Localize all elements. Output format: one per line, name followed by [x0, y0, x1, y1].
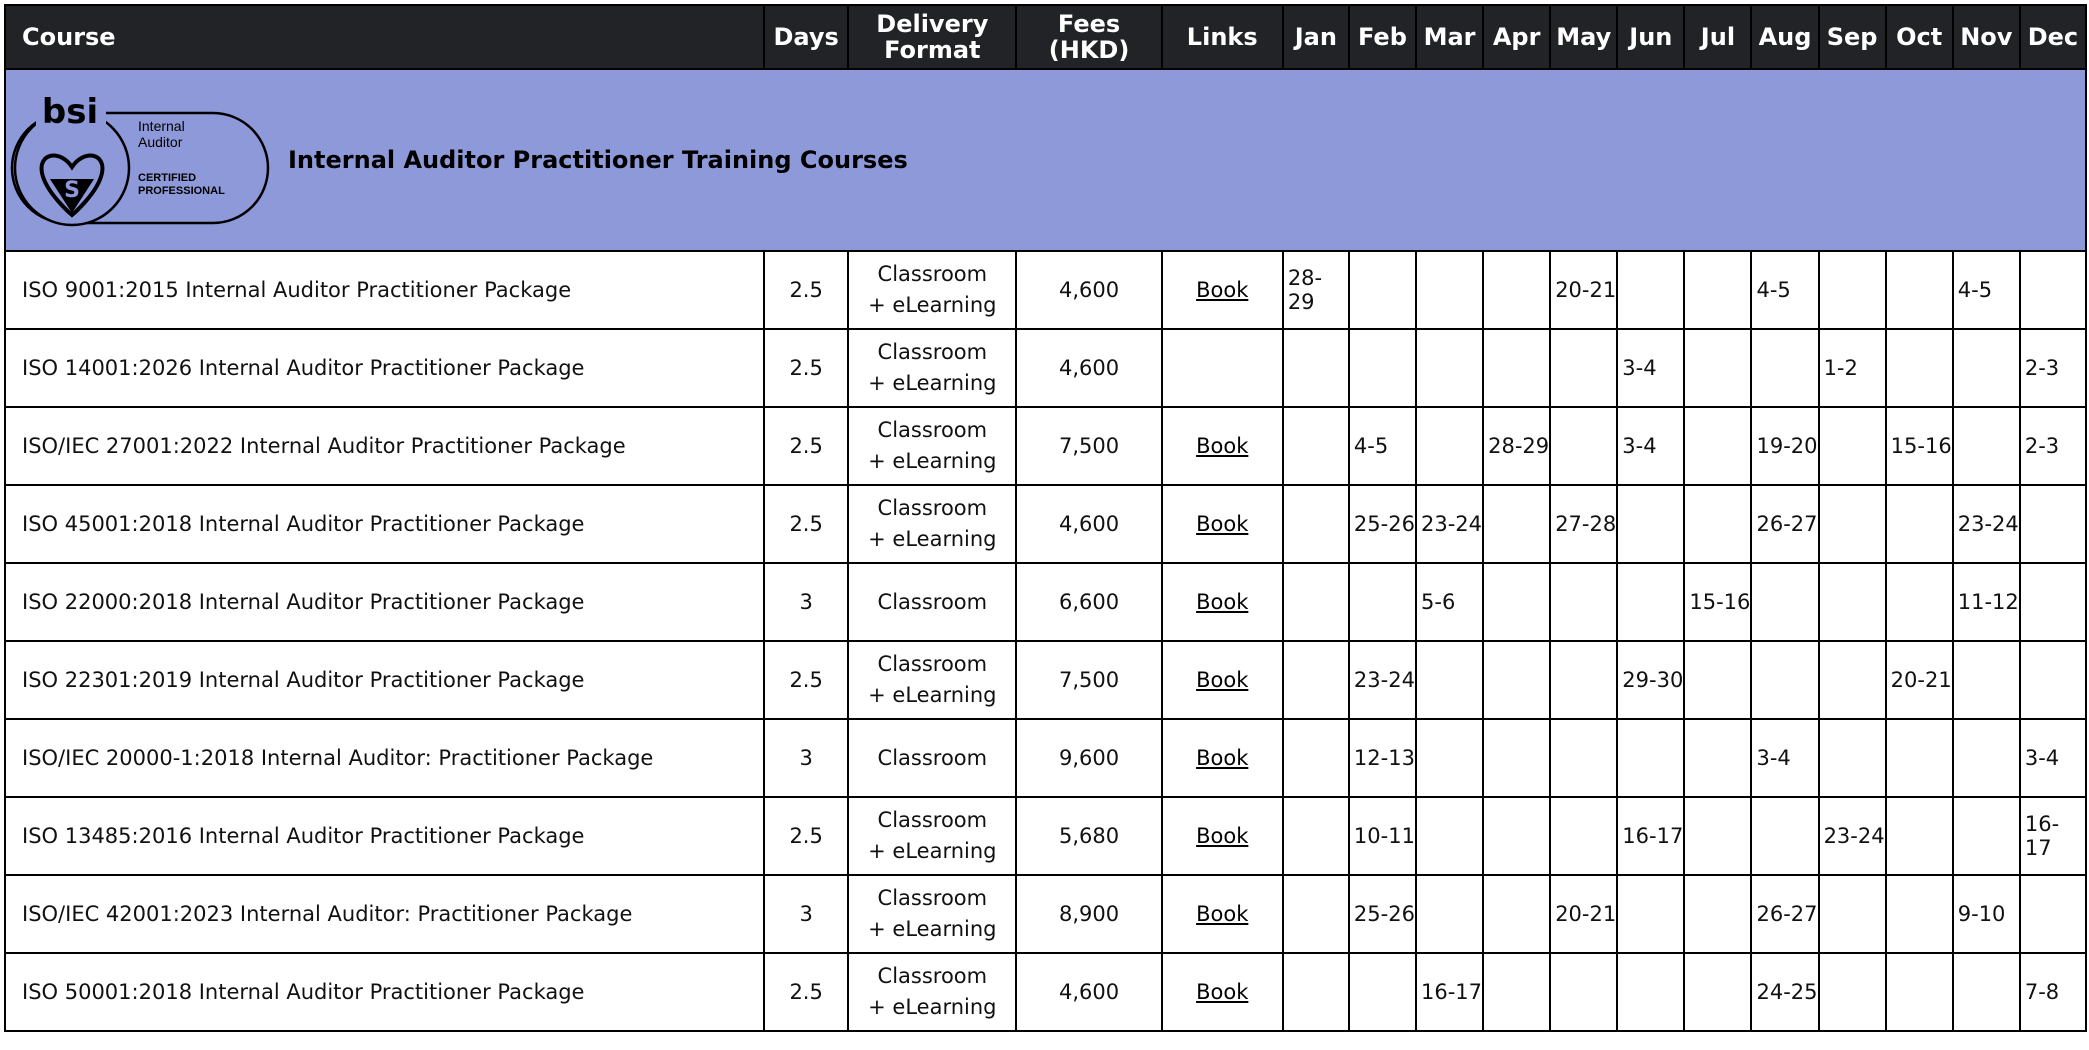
book-link[interactable]: Book — [1196, 980, 1249, 1004]
date-cell-feb: 25-26 — [1349, 485, 1416, 563]
logo-line1: Internal — [138, 118, 185, 134]
date-cell-apr — [1483, 719, 1550, 797]
course-name: ISO/IEC 27001:2022 Internal Auditor Practitioner Package — [5, 407, 764, 485]
delivery-format — [848, 563, 1016, 641]
course-days: 2.5 — [764, 641, 848, 719]
delivery-format-line1: Classroom — [877, 964, 988, 988]
date-cell-apr — [1483, 563, 1550, 641]
header-course: Course — [5, 5, 764, 69]
date-cell-apr — [1483, 251, 1550, 329]
date-cell-aug: 4-5 — [1751, 251, 1818, 329]
delivery-format-line1: Classroom — [877, 886, 988, 910]
course-row — [5, 329, 2086, 407]
header-delivery-line1: Delivery — [876, 10, 989, 38]
date-cell-sep — [1819, 485, 1886, 563]
date-cell-mar — [1416, 875, 1483, 953]
book-link[interactable]: Book — [1196, 278, 1249, 302]
delivery-format — [848, 329, 1016, 407]
course-fees: 4,600 — [1016, 953, 1161, 1031]
header-month-oct: Oct — [1886, 5, 1953, 69]
delivery-format-line1: Classroom — [877, 340, 988, 364]
logo-line4: PROFESSIONAL — [138, 185, 225, 197]
delivery-format — [848, 407, 1016, 485]
date-cell-oct — [1886, 329, 1953, 407]
course-row — [5, 563, 2086, 641]
course-fees: 5,680 — [1016, 797, 1161, 875]
date-cell-may — [1550, 953, 1617, 1031]
course-fees: 4,600 — [1016, 329, 1161, 407]
date-cell-jul — [1684, 329, 1751, 407]
date-cell-nov: 11-12 — [1953, 563, 2020, 641]
course-fees: 4,600 — [1016, 485, 1161, 563]
course-row — [5, 407, 2086, 485]
date-cell-dec — [2020, 641, 2086, 719]
course-days: 3 — [764, 719, 848, 797]
header-month-jan: Jan — [1283, 5, 1349, 69]
course-days: 2.5 — [764, 329, 848, 407]
date-cell-apr — [1483, 797, 1550, 875]
date-cell-sep — [1819, 563, 1886, 641]
course-schedule-table — [4, 4, 2087, 1032]
course-fees: 8,900 — [1016, 875, 1161, 953]
date-cell-apr — [1483, 641, 1550, 719]
book-link[interactable]: Book — [1196, 512, 1249, 536]
date-cell-apr — [1483, 875, 1550, 953]
course-days: 2.5 — [764, 251, 848, 329]
date-cell-mar — [1416, 251, 1483, 329]
date-cell-mar — [1416, 719, 1483, 797]
date-cell-aug: 26-27 — [1751, 485, 1818, 563]
delivery-format-line2: + eLearning — [868, 527, 997, 551]
course-name: ISO 22000:2018 Internal Auditor Practitioner Package — [5, 563, 764, 641]
date-cell-jan — [1283, 719, 1349, 797]
date-cell-jun: 16-17 — [1617, 797, 1684, 875]
date-cell-oct — [1886, 875, 1953, 953]
book-link[interactable]: Book — [1196, 434, 1249, 458]
course-row — [5, 719, 2086, 797]
date-cell-nov: 9-10 — [1953, 875, 2020, 953]
delivery-format-line2: + eLearning — [868, 995, 997, 1019]
date-cell-dec — [2020, 563, 2086, 641]
links-cell — [1162, 329, 1283, 407]
course-fees: 6,600 — [1016, 563, 1161, 641]
course-row — [5, 875, 2086, 953]
delivery-format-line2: + eLearning — [868, 683, 997, 707]
links-cell — [1162, 407, 1283, 485]
course-name: ISO 50001:2018 Internal Auditor Practitioner Package — [5, 953, 764, 1031]
date-cell-may — [1550, 719, 1617, 797]
date-cell-jun — [1617, 953, 1684, 1031]
date-cell-dec — [2020, 875, 2086, 953]
date-cell-apr: 28-29 — [1483, 407, 1550, 485]
date-cell-may: 27-28 — [1550, 485, 1617, 563]
banner-title: Internal Auditor Practitioner Training Courses — [288, 146, 908, 174]
date-cell-jan — [1283, 641, 1349, 719]
header-month-sep: Sep — [1819, 5, 1886, 69]
svg-text:S: S — [64, 178, 80, 203]
date-cell-jul — [1684, 641, 1751, 719]
header-month-apr: Apr — [1483, 5, 1550, 69]
date-cell-jun: 3-4 — [1617, 329, 1684, 407]
header-days: Days — [764, 5, 848, 69]
date-cell-mar: 23-24 — [1416, 485, 1483, 563]
delivery-format — [848, 251, 1016, 329]
course-row — [5, 797, 2086, 875]
header-month-dec: Dec — [2020, 5, 2086, 69]
date-cell-jan — [1283, 875, 1349, 953]
course-row — [5, 251, 2086, 329]
date-cell-feb: 10-11 — [1349, 797, 1416, 875]
banner-row — [5, 69, 2086, 251]
delivery-format — [848, 797, 1016, 875]
links-cell — [1162, 719, 1283, 797]
header-month-may: May — [1550, 5, 1617, 69]
date-cell-oct — [1886, 797, 1953, 875]
date-cell-aug: 26-27 — [1751, 875, 1818, 953]
date-cell-jul — [1684, 797, 1751, 875]
delivery-format-line1: Classroom — [877, 262, 988, 286]
date-cell-jan — [1283, 485, 1349, 563]
date-cell-aug — [1751, 641, 1818, 719]
course-fees: 9,600 — [1016, 719, 1161, 797]
links-cell — [1162, 563, 1283, 641]
date-cell-nov — [1953, 407, 2020, 485]
delivery-format-line1: Classroom — [877, 652, 988, 676]
date-cell-aug: 19-20 — [1751, 407, 1818, 485]
date-cell-jan — [1283, 953, 1349, 1031]
course-fees: 4,600 — [1016, 251, 1161, 329]
date-cell-feb: 23-24 — [1349, 641, 1416, 719]
date-cell-dec: 7-8 — [2020, 953, 2086, 1031]
book-link[interactable]: Book — [1196, 668, 1249, 692]
date-cell-oct — [1886, 953, 1953, 1031]
date-cell-oct — [1886, 485, 1953, 563]
course-row — [5, 485, 2086, 563]
date-cell-dec: 2-3 — [2020, 329, 2086, 407]
date-cell-may — [1550, 563, 1617, 641]
date-cell-jul — [1684, 407, 1751, 485]
date-cell-may — [1550, 641, 1617, 719]
header-delivery-format — [848, 5, 1016, 69]
date-cell-may — [1550, 329, 1617, 407]
date-cell-feb — [1349, 251, 1416, 329]
date-cell-jun: 3-4 — [1617, 407, 1684, 485]
date-cell-jul — [1684, 875, 1751, 953]
date-cell-oct: 20-21 — [1886, 641, 1953, 719]
date-cell-sep — [1819, 719, 1886, 797]
date-cell-mar — [1416, 407, 1483, 485]
delivery-format — [848, 953, 1016, 1031]
date-cell-aug — [1751, 563, 1818, 641]
bsi-certified-logo — [10, 93, 272, 227]
delivery-format-line1: Classroom — [877, 418, 988, 442]
date-cell-jan — [1283, 797, 1349, 875]
date-cell-aug — [1751, 329, 1818, 407]
date-cell-sep — [1819, 641, 1886, 719]
header-month-mar: Mar — [1416, 5, 1483, 69]
course-name: ISO 13485:2016 Internal Auditor Practitioner Package — [5, 797, 764, 875]
date-cell-jan — [1283, 563, 1349, 641]
course-name: ISO 22301:2019 Internal Auditor Practitioner Package — [5, 641, 764, 719]
links-cell — [1162, 485, 1283, 563]
date-cell-may: 20-21 — [1550, 875, 1617, 953]
book-link[interactable]: Book — [1196, 590, 1249, 614]
date-cell-jun — [1617, 251, 1684, 329]
book-link[interactable]: Book — [1196, 902, 1249, 926]
course-name: ISO/IEC 42001:2023 Internal Auditor: Practitioner Package — [5, 875, 764, 953]
date-cell-may: 20-21 — [1550, 251, 1617, 329]
course-name: ISO/IEC 20000-1:2018 Internal Auditor: Practitioner Package — [5, 719, 764, 797]
date-cell-feb — [1349, 329, 1416, 407]
course-fees: 7,500 — [1016, 641, 1161, 719]
date-cell-sep — [1819, 875, 1886, 953]
date-cell-dec: 2-3 — [2020, 407, 2086, 485]
date-cell-jun: 29-30 — [1617, 641, 1684, 719]
date-cell-sep: 1-2 — [1819, 329, 1886, 407]
date-cell-oct: 15-16 — [1886, 407, 1953, 485]
date-cell-jun — [1617, 875, 1684, 953]
date-cell-apr — [1483, 329, 1550, 407]
date-cell-jul: 15-16 — [1684, 563, 1751, 641]
date-cell-nov: 4-5 — [1953, 251, 2020, 329]
date-cell-aug: 3-4 — [1751, 719, 1818, 797]
date-cell-oct — [1886, 251, 1953, 329]
date-cell-jan: 28-29 — [1283, 251, 1349, 329]
header-month-nov: Nov — [1953, 5, 2020, 69]
date-cell-jul — [1684, 251, 1751, 329]
links-cell — [1162, 953, 1283, 1031]
date-cell-nov — [1953, 797, 2020, 875]
date-cell-feb — [1349, 563, 1416, 641]
logo-line3: CERTIFIED — [138, 172, 197, 184]
date-cell-jul — [1684, 953, 1751, 1031]
delivery-format-line1: Classroom — [877, 589, 988, 614]
header-links: Links — [1162, 5, 1283, 69]
book-link[interactable]: Book — [1196, 824, 1249, 848]
links-cell — [1162, 251, 1283, 329]
date-cell-mar — [1416, 329, 1483, 407]
course-rows — [5, 251, 2086, 1031]
logo-line2: Auditor — [138, 134, 183, 150]
header-month-aug: Aug — [1751, 5, 1818, 69]
date-cell-mar — [1416, 641, 1483, 719]
date-cell-jun — [1617, 485, 1684, 563]
delivery-format-line2: + eLearning — [868, 917, 997, 941]
delivery-format — [848, 485, 1016, 563]
date-cell-dec: 16-17 — [2020, 797, 2086, 875]
header-delivery-line2: Format — [884, 36, 981, 64]
logo-brand: bsi — [41, 93, 99, 132]
course-days: 2.5 — [764, 407, 848, 485]
course-days: 3 — [764, 875, 848, 953]
banner-cell — [5, 69, 2086, 251]
date-cell-oct — [1886, 563, 1953, 641]
date-cell-feb: 25-26 — [1349, 875, 1416, 953]
date-cell-jun — [1617, 719, 1684, 797]
date-cell-dec: 3-4 — [2020, 719, 2086, 797]
delivery-format-line2: + eLearning — [868, 449, 997, 473]
date-cell-mar: 5-6 — [1416, 563, 1483, 641]
links-cell — [1162, 641, 1283, 719]
delivery-format-line1: Classroom — [877, 745, 988, 770]
header-month-feb: Feb — [1349, 5, 1416, 69]
date-cell-may — [1550, 407, 1617, 485]
delivery-format — [848, 641, 1016, 719]
date-cell-may — [1550, 797, 1617, 875]
date-cell-jan — [1283, 407, 1349, 485]
date-cell-feb: 4-5 — [1349, 407, 1416, 485]
date-cell-jun — [1617, 563, 1684, 641]
date-cell-feb — [1349, 953, 1416, 1031]
course-fees: 7,500 — [1016, 407, 1161, 485]
course-name: ISO 45001:2018 Internal Auditor Practitioner Package — [5, 485, 764, 563]
date-cell-nov: 23-24 — [1953, 485, 2020, 563]
delivery-format-line2: + eLearning — [868, 293, 997, 317]
date-cell-nov — [1953, 719, 2020, 797]
date-cell-sep: 23-24 — [1819, 797, 1886, 875]
course-days: 2.5 — [764, 797, 848, 875]
date-cell-aug — [1751, 797, 1818, 875]
header-month-jul: Jul — [1684, 5, 1751, 69]
date-cell-jan — [1283, 329, 1349, 407]
date-cell-nov — [1953, 641, 2020, 719]
date-cell-apr — [1483, 485, 1550, 563]
header-month-jun: Jun — [1617, 5, 1684, 69]
course-days: 3 — [764, 563, 848, 641]
delivery-format-line1: Classroom — [877, 808, 988, 832]
date-cell-sep — [1819, 251, 1886, 329]
course-name: ISO 14001:2026 Internal Auditor Practitioner Package — [5, 329, 764, 407]
date-cell-dec — [2020, 485, 2086, 563]
date-cell-sep — [1819, 953, 1886, 1031]
header-fees: Fees (HKD) — [1016, 5, 1161, 69]
date-cell-nov — [1953, 329, 2020, 407]
course-row — [5, 953, 2086, 1031]
date-cell-mar: 16-17 — [1416, 953, 1483, 1031]
delivery-format — [848, 875, 1016, 953]
book-link[interactable]: Book — [1196, 746, 1249, 770]
course-name: ISO 9001:2015 Internal Auditor Practitioner Package — [5, 251, 764, 329]
date-cell-oct — [1886, 719, 1953, 797]
delivery-format-line2: + eLearning — [868, 371, 997, 395]
date-cell-sep — [1819, 407, 1886, 485]
delivery-format-line2: + eLearning — [868, 839, 997, 863]
header-row — [5, 5, 2086, 69]
course-days: 2.5 — [764, 485, 848, 563]
date-cell-aug: 24-25 — [1751, 953, 1818, 1031]
date-cell-feb: 12-13 — [1349, 719, 1416, 797]
date-cell-dec — [2020, 251, 2086, 329]
date-cell-mar — [1416, 797, 1483, 875]
date-cell-jul — [1684, 485, 1751, 563]
delivery-format — [848, 719, 1016, 797]
links-cell — [1162, 875, 1283, 953]
delivery-format-line1: Classroom — [877, 496, 988, 520]
date-cell-jul — [1684, 719, 1751, 797]
date-cell-apr — [1483, 953, 1550, 1031]
course-row — [5, 641, 2086, 719]
course-days: 2.5 — [764, 953, 848, 1031]
date-cell-nov — [1953, 953, 2020, 1031]
links-cell — [1162, 797, 1283, 875]
